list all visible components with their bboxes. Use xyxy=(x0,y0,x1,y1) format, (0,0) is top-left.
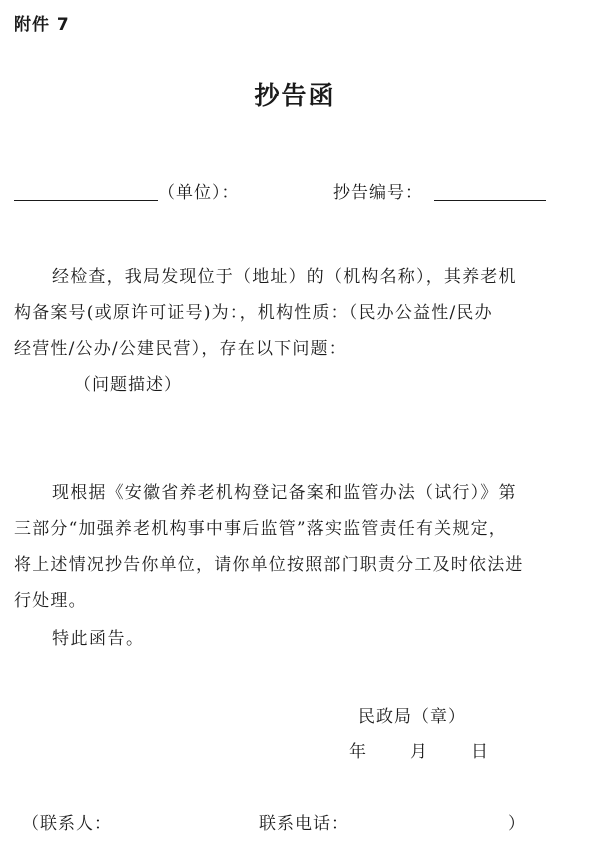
paragraph-line: 将上述情况抄告你单位，请你单位按照部门职责分工及时依法进 xyxy=(14,555,524,575)
problem-description-placeholder: （问题描述） xyxy=(74,375,182,395)
date-month: 月 xyxy=(410,742,427,762)
paragraph-line: 经营性/公办/公建民营），存在以下问题： xyxy=(14,339,347,359)
paragraph-line: 三部分“加强养老机构事中事后监管”落实监管责任有关规定， xyxy=(14,519,507,539)
issuer-seal: 民政局（章） xyxy=(358,707,466,727)
report-number-blank-line xyxy=(434,180,546,201)
report-number-label: 抄告编号： xyxy=(333,183,423,203)
regulation-paragraph xyxy=(14,475,576,619)
date-day: 日 xyxy=(471,742,488,762)
paragraph-line: 现根据《安徽省养老机构登记备案和监管办法（试行）》第 xyxy=(52,483,517,503)
closing-statement: 特此函告。 xyxy=(52,629,145,649)
unit-label: （单位）： xyxy=(158,183,240,203)
paragraph-line: 行处理。 xyxy=(14,591,87,611)
contact-phone-label: 联系电话： xyxy=(259,814,349,834)
closing-parenthesis: ） xyxy=(508,814,525,834)
attachment-number: 附件 7 xyxy=(14,15,70,35)
contact-person-label: （联系人： xyxy=(22,814,112,834)
page-title: 抄告函 xyxy=(254,81,336,110)
paragraph-line: 经检查，我局发现位于（地址）的（机构名称），其养老机 xyxy=(52,267,517,287)
unit-blank-line xyxy=(14,180,158,201)
date-year: 年 xyxy=(349,742,366,762)
paragraph-line: 构备案号(或原许可证号)为：，机构性质：（民办公益性/民办 xyxy=(14,303,493,323)
inspection-paragraph xyxy=(14,259,576,367)
